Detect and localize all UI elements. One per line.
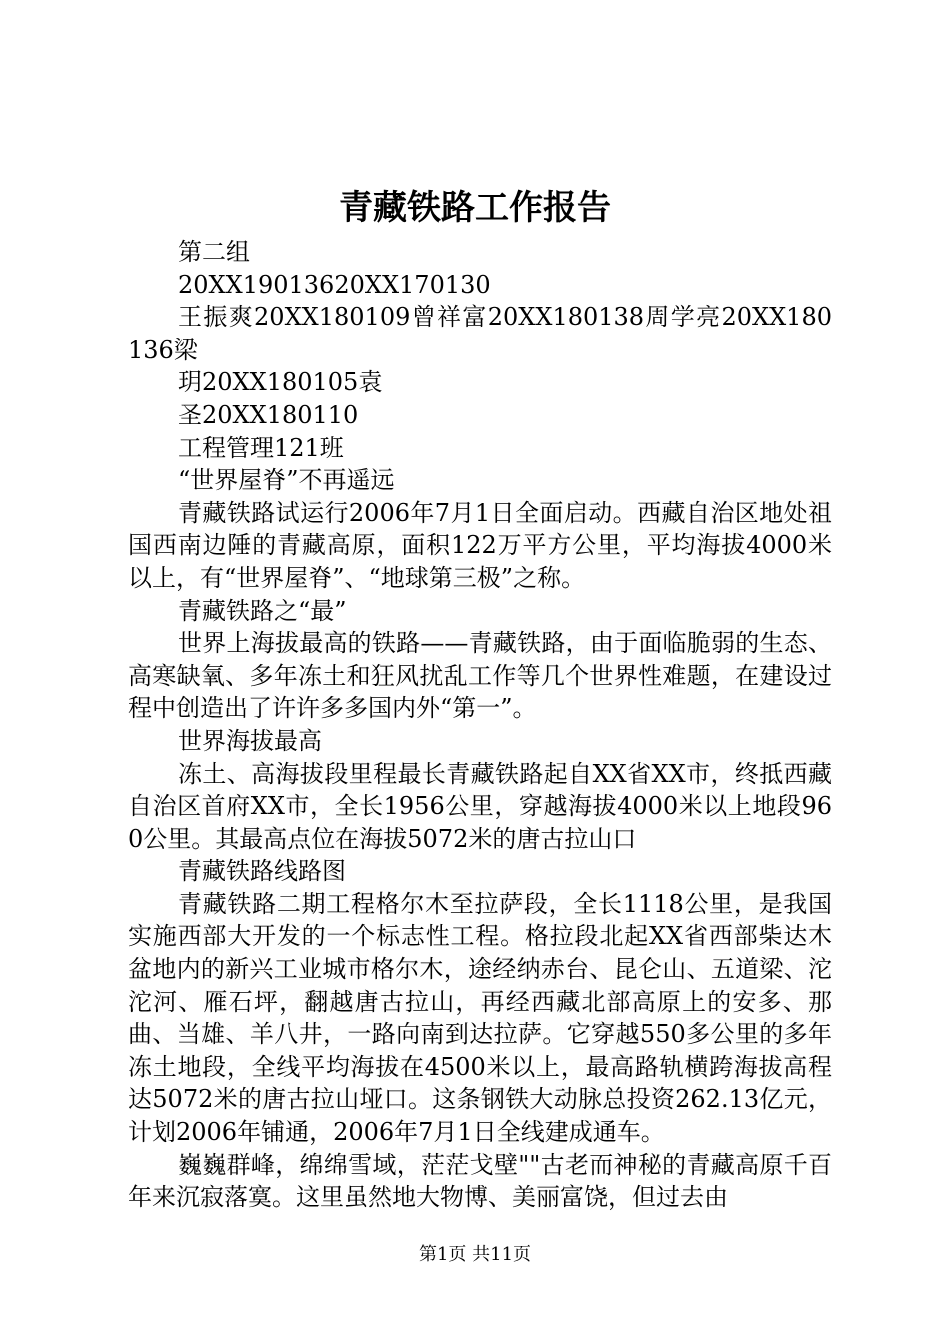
- paragraph: 青藏铁路试运行2006年7月1日全面启动。西藏自治区地处祖国西南边陲的青藏高原，面积122万平方公里，平均海拔4000米以上，有“世界屋脊”、“地球第三极”之称。: [128, 498, 832, 592]
- paragraph: 巍巍群峰，绵绵雪域，茫茫戈壁""古老而神秘的青藏高原千百年来沉寂落寞。这里虽然地大物博、美丽富饶，但过去由: [128, 1150, 832, 1212]
- paragraph: 工程管理121班: [178, 433, 344, 462]
- paragraph: 20XX19013620XX170130: [178, 270, 491, 299]
- paragraph: 世界海拔最高: [178, 726, 322, 755]
- paragraph: 世界上海拔最高的铁路——青藏铁路，由于面临脆弱的生态、高寒缺氧、多年冻土和狂风扰乱工作等几个世界性难题，在建设过程中创造出了许许多多国内外“第一”。: [128, 629, 832, 723]
- paragraph: 青藏铁路二期工程格尔木至拉萨段，全长1118公里，是我国实施西部大开发的一个标志性工程。格拉段北起XX省西部柴达木盆地内的新兴工业城市格尔木，途经纳赤台、昆仑山、五道梁、沱沱河、雁石坪，翻越唐古拉山，再经西藏北部高原上的安多、那曲、当雄、羊八井，一路向南到达拉萨。它穿越550多公里的多年冻土地段，全线平均海拔在4500米以上，最高路轨横跨海拔高程达5072米的唐古拉山垭口。这条钢铁大动脉总投资262.13亿元，计划2006年铺通，2006年7月1日全线建成通车。: [128, 889, 832, 1147]
- paragraph: “世界屋脊”不再遥远: [178, 466, 395, 495]
- paragraph: 冻土、高海拔段里程最长青藏铁路起自XX省XX市，终抵西藏自治区首府XX市，全长1956公里，穿越海拔4000米以上地段960公里。其最高点位在海拔5072米的唐古拉山口: [128, 759, 832, 853]
- paragraph: 王振爽20XX180109曾祥富20XX180138周学亮20XX180136梁: [128, 303, 832, 364]
- paragraph: 玥20XX180105袁: [178, 368, 383, 397]
- document-body: [128, 236, 832, 1214]
- paragraph: 青藏铁路线路图: [178, 857, 346, 886]
- page-footer: 第1页 共11页: [418, 1244, 532, 1265]
- paragraph: 第二组: [178, 238, 250, 266]
- paragraph: 青藏铁路之“最”: [178, 596, 347, 625]
- paragraph: 圣20XX180110: [178, 400, 359, 429]
- document-title: 青藏铁路工作报告: [339, 188, 611, 228]
